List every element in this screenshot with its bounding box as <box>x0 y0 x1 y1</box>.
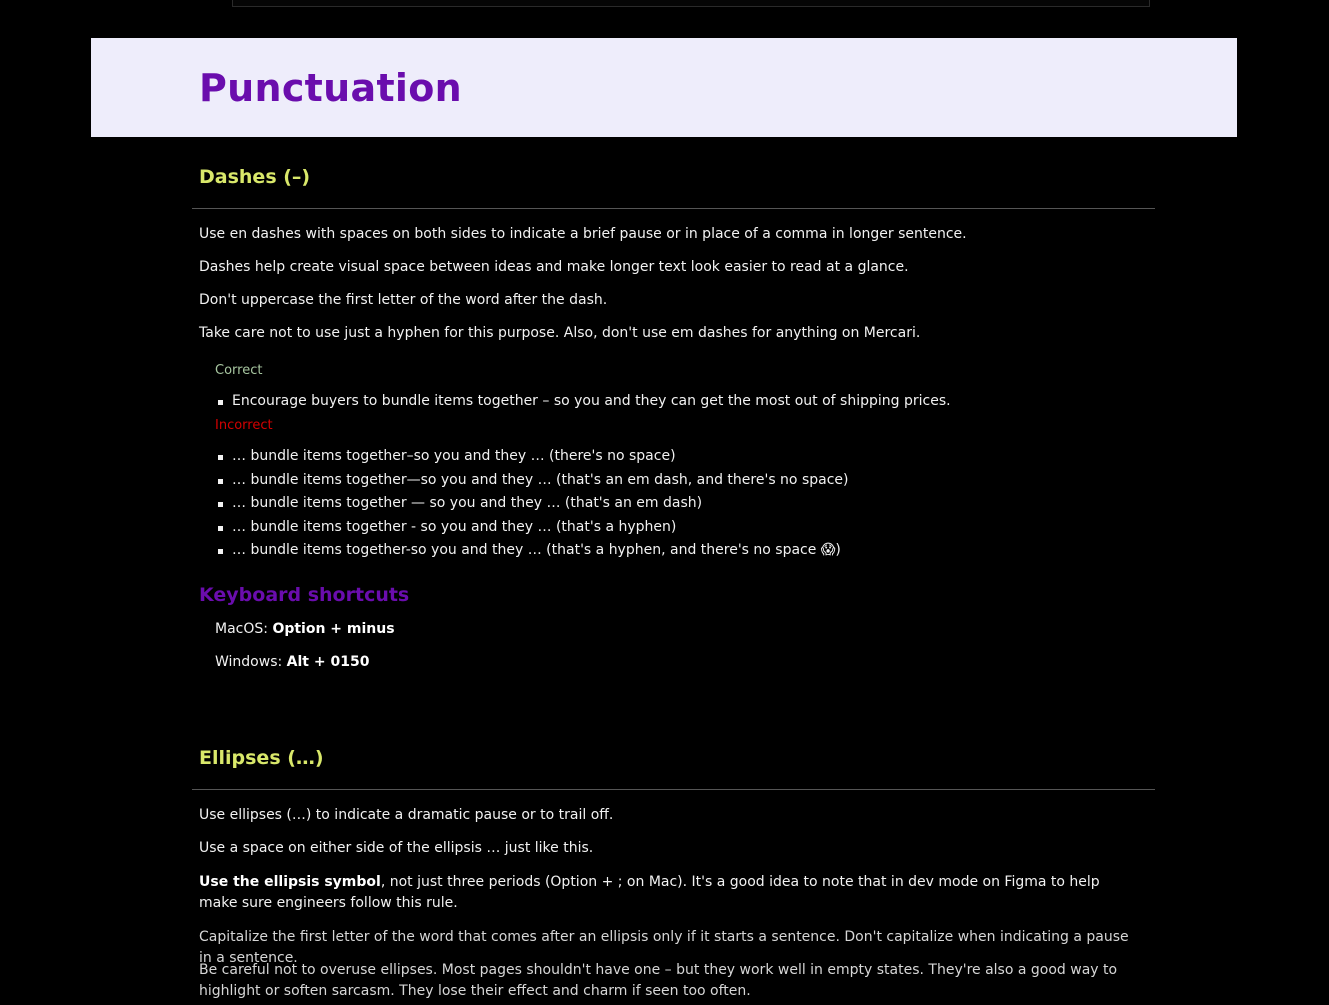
list-item: … bundle items together-so you and they … (that's a hyphen, and there's no space 😱) <box>216 539 848 563</box>
ellipses-paragraph-3-rest: , not just three periods (Option + ; on Mac). It's a good idea to note that in dev mode on Figma to help make sure engineers follow this rule. <box>199 874 1100 911</box>
dashes-paragraph-1: Use en dashes with spaces on both sides to indicate a brief pause or in place of a comma in longer sentence. <box>199 226 967 242</box>
list-item: … bundle items together — so you and they … (that's an em dash) <box>216 492 848 516</box>
incorrect-list <box>216 445 848 563</box>
mac-shortcut <box>215 621 395 637</box>
dashes-section <box>192 162 1155 670</box>
ellipses-paragraph-1: Use ellipses (…) to indicate a dramatic pause or to trail off. <box>199 807 614 823</box>
list-item: … bundle items together—so you and they … (that's an em dash, and there's no space) <box>216 469 848 493</box>
ellipses-paragraph-4: Capitalize the first letter of the word that comes after an ellipsis only if it starts a sentence. Don't capitalize when indicating a pause in a sentence. <box>199 929 1129 966</box>
list-item: Encourage buyers to bundle items together – so you and they can get the most out of shipping prices. <box>216 390 951 414</box>
windows-shortcut-label: Windows: <box>215 654 287 670</box>
page-header <box>91 38 1237 137</box>
incorrect-label: Incorrect <box>215 418 273 433</box>
keyboard-shortcuts-heading: Keyboard shortcuts <box>199 584 410 606</box>
list-item: … bundle items together - so you and they … (that's a hyphen) <box>216 516 848 540</box>
ellipses-heading: Ellipses (…) <box>192 743 1155 790</box>
dashes-paragraph-4: Take care not to use just a hyphen for this purpose. Also, don't use em dashes for anything on Mercari. <box>199 325 921 341</box>
correct-label: Correct <box>215 363 263 378</box>
windows-shortcut-keys: Alt + 0150 <box>286 654 370 670</box>
dashes-paragraph-3: Don't uppercase the first letter of the word after the dash. <box>199 292 608 308</box>
windows-shortcut <box>215 654 369 670</box>
ellipses-section <box>192 743 1155 999</box>
correct-list <box>216 390 951 414</box>
list-item: … bundle items together–so you and they … (there's no space) <box>216 445 848 469</box>
dashes-heading: Dashes (–) <box>192 162 1155 209</box>
ellipses-paragraph-5: Be careful not to overuse ellipses. Most pages shouldn't have one – but they work well in empty states. They're also a good way to highlight or soften sarcasm. They lose their effect and charm if seen too often. <box>199 962 1118 999</box>
ellipses-paragraph-3 <box>199 872 1139 914</box>
top-embed-frame <box>232 0 1150 7</box>
page-title: Punctuation <box>199 66 462 110</box>
mac-shortcut-keys: Option + minus <box>272 621 395 637</box>
dashes-paragraph-2: Dashes help create visual space between ideas and make longer text look easier to read at a glance. <box>199 259 909 275</box>
mac-shortcut-label: MacOS: <box>215 621 273 637</box>
ellipses-paragraph-2: Use a space on either side of the ellipsis … just like this. <box>199 840 594 856</box>
ellipsis-symbol-emphasis: Use the ellipsis symbol <box>199 874 381 890</box>
